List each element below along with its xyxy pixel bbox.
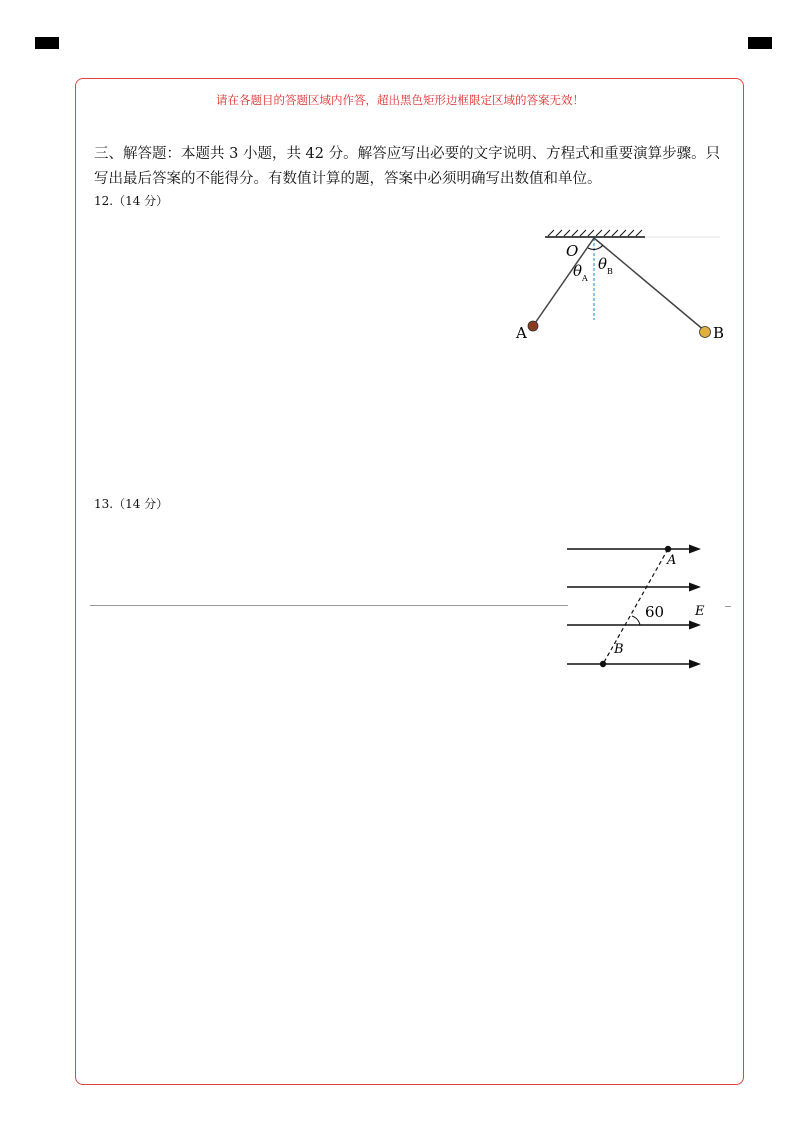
ball-a (528, 321, 538, 331)
question-13-label: 13.（14 分） (94, 497, 169, 511)
angle-60-arc (632, 616, 640, 625)
ceiling-hatching (548, 230, 642, 236)
divider-tail (725, 606, 731, 607)
angle-60-label: 60 (645, 603, 665, 621)
field-arrowhead-2 (689, 583, 701, 592)
point-a (665, 546, 671, 552)
section-instructions: 三、解答题：本题共 3 小题，共 42 分。解答应写出必要的文字说明、方程式和重要演算步骤。只写出最后答案的不能得分。有数值计算的题，答案中必须明确写出数值和单位。 (94, 146, 721, 187)
angle-a-label: θ (573, 262, 583, 280)
registration-mark-right (748, 37, 772, 49)
angle-b-label: θ (598, 255, 608, 273)
horizontal-divider (90, 605, 568, 606)
point-b-label: B (614, 642, 624, 657)
angle-a-subscript: A (582, 274, 588, 283)
field-arrowhead-3 (689, 621, 701, 630)
question-12-figure (510, 228, 750, 348)
point-a-label: A (667, 553, 677, 568)
ball-a-label: A (516, 324, 527, 342)
field-arrowhead-4 (689, 660, 701, 669)
angle-b-subscript: B (607, 267, 613, 276)
pivot-label-o: O (566, 242, 579, 260)
angle-arc (588, 245, 603, 249)
field-lines (567, 545, 701, 669)
question-12-label: 12.（14 分） (94, 194, 169, 208)
ball-b-label: B (713, 324, 725, 342)
question-13-figure (565, 538, 715, 673)
field-arrowhead-1 (689, 545, 701, 554)
point-b (600, 661, 606, 667)
string-b (594, 238, 705, 331)
field-label-e: E (695, 604, 705, 619)
answer-region-notice: 请在各题目的答题区域内作答，超出黑色矩形边框限定区域的答案无效！ (216, 93, 584, 107)
ball-b (700, 327, 711, 338)
registration-mark-left (35, 37, 59, 49)
